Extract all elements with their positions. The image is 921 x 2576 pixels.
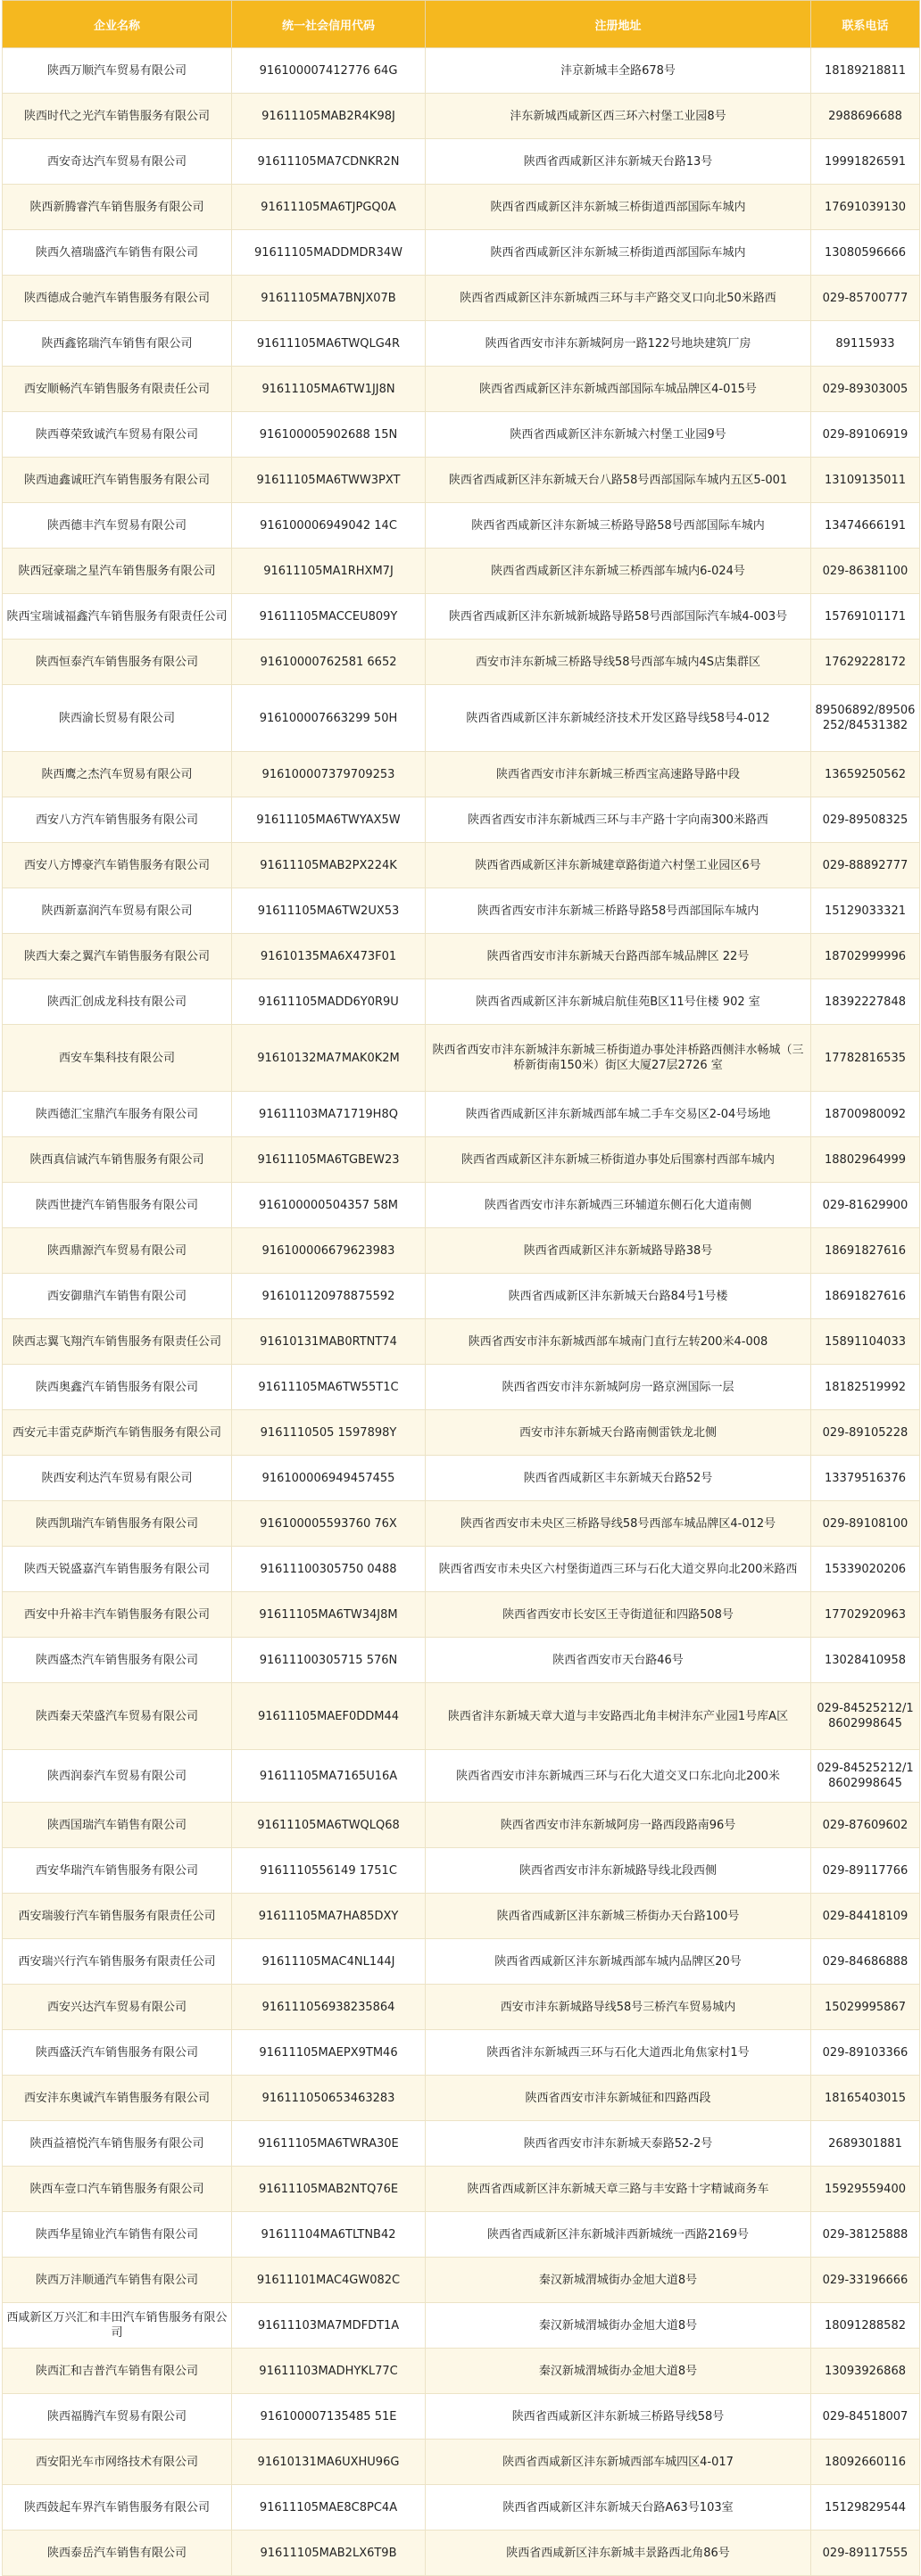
table-row [3, 797, 920, 843]
company-name-cell: 陕西鑫铭瑞汽车销售有限公司 [3, 321, 232, 367]
table-row [3, 230, 920, 276]
address-cell: 西安市沣东新城路导线58号三桥汽车贸易城内 [426, 1985, 811, 2030]
company-name-cell: 陕西汇和吉普汽车销售有限公司 [3, 2349, 232, 2394]
company-name-cell: 西安沣东奥诚汽车销售服务有限公司 [3, 2076, 232, 2121]
address-cell: 沣东新城西咸新区西三环六村堡工业园8号 [426, 94, 811, 139]
credit-code-cell: 91611105MA6TJPGQ0A [232, 185, 426, 230]
company-name-cell: 陕西盛杰汽车销售服务有限公司 [3, 1638, 232, 1683]
address-cell: 陕西省西咸新区沣东新城三桥路导线58号 [426, 2394, 811, 2440]
company-name-cell: 西安奇达汽车贸易有限公司 [3, 139, 232, 185]
company-name-cell: 陕西天锐盛嘉汽车销售服务有限公司 [3, 1547, 232, 1592]
phone-cell: 029-86381100 [811, 549, 920, 594]
credit-code-cell: 91611105MAB2PX224K [232, 843, 426, 888]
company-name-cell: 陕西鹰之杰汽车贸易有限公司 [3, 752, 232, 797]
credit-code-cell: 91611105MAE8C8PC4A [232, 2485, 426, 2531]
table-row [3, 94, 920, 139]
address-cell: 陕西省西安市沣东新城西部车城南门直行左转200米4-008 [426, 1319, 811, 1365]
header-credit-code: 统一社会信用代码 [232, 1, 426, 48]
table-row [3, 1319, 920, 1365]
phone-cell: 17782816535 [811, 1025, 920, 1092]
credit-code-cell: 916111056938235864 [232, 1985, 426, 2030]
address-cell: 秦汉新城渭城街办金旭大道8号 [426, 2349, 811, 2394]
phone-cell: 15891104033 [811, 1319, 920, 1365]
address-cell: 陕西省西安市沣东新城阿房一路京洲国际一层 [426, 1365, 811, 1410]
company-name-cell: 陕西时代之光汽车销售服务有限公司 [3, 94, 232, 139]
table-row [3, 640, 920, 685]
address-cell: 陕西省西咸新区沣东新城三桥街道办事处后围寨村西部车城内 [426, 1137, 811, 1183]
phone-cell: 029-89117555 [811, 2531, 920, 2576]
phone-cell: 13659250562 [811, 752, 920, 797]
phone-cell: 029-84686888 [811, 1939, 920, 1985]
address-cell: 陕西省西咸新区沣东新城经济技术开发区路导线58号4-012 [426, 685, 811, 752]
address-cell: 西安市沣东新城三桥路导线58号西部车城内4S店集群区 [426, 640, 811, 685]
credit-code-cell: 91611105MA6TW2UX53 [232, 888, 426, 934]
table-row [3, 1750, 920, 1803]
table-row [3, 2303, 920, 2349]
address-cell: 陕西省西咸新区沣东新城天台八路58号西部国际车城内五区5-001 [426, 458, 811, 503]
table-row [3, 549, 920, 594]
credit-code-cell: 916100007135485 51E [232, 2394, 426, 2440]
company-name-cell: 陕西车壹口汽车销售服务有限公司 [3, 2167, 232, 2212]
address-cell: 陕西省西咸新区沣东新城六村堡工业园9号 [426, 412, 811, 458]
company-name-cell: 西安瑞兴行汽车销售服务有限责任公司 [3, 1939, 232, 1985]
table-row [3, 1939, 920, 1985]
credit-code-cell: 91611105MA6TWQLQ68 [232, 1803, 426, 1848]
credit-code-cell: 916100005902688 15N [232, 412, 426, 458]
address-cell: 陕西省西咸新区沣东新城西部国际车城品牌区4-015号 [426, 367, 811, 412]
credit-code-cell: 91611105MA1RHXM7J [232, 549, 426, 594]
table-row [3, 1365, 920, 1410]
credit-code-cell: 916100007379709253 [232, 752, 426, 797]
table-row [3, 594, 920, 640]
company-name-cell: 西安瑞骏行汽车销售服务有限责任公司 [3, 1894, 232, 1939]
phone-cell: 15929559400 [811, 2167, 920, 2212]
table-row [3, 185, 920, 230]
credit-code-cell: 916111050653463283 [232, 2076, 426, 2121]
company-name-cell: 西安车集科技有限公司 [3, 1025, 232, 1092]
address-cell: 陕西省西咸新区沣东新城沣西新城统一西路2169号 [426, 2212, 811, 2258]
address-cell: 陕西省西咸新区沣东新城西三环与丰产路交叉口向北50米路西 [426, 276, 811, 321]
phone-cell: 18165403015 [811, 2076, 920, 2121]
credit-code-cell: 91611105MADDMDR34W [232, 230, 426, 276]
company-name-cell: 陕西大秦之翼汽车销售服务有限公司 [3, 934, 232, 979]
address-cell: 陕西省西咸新区沣东新城天台路84号1号楼 [426, 1274, 811, 1319]
table-row [3, 1025, 920, 1092]
company-name-cell: 陕西国瑞汽车销售有限公司 [3, 1803, 232, 1848]
credit-code-cell: 91611105MA6TWRA30E [232, 2121, 426, 2167]
phone-cell: 18189218811 [811, 48, 920, 94]
credit-code-cell: 91611105MA7CDNKR2N [232, 139, 426, 185]
table-row [3, 843, 920, 888]
company-name-cell: 陕西久禧瑞盛汽车销售有限公司 [3, 230, 232, 276]
address-cell: 陕西省西咸新区沣东新城三桥街道西部国际车城内 [426, 185, 811, 230]
table-row [3, 1274, 920, 1319]
company-name-cell: 陕西福腾汽车贸易有限公司 [3, 2394, 232, 2440]
company-name-cell: 陕西迪鑫诚旺汽车销售服务有限公司 [3, 458, 232, 503]
address-cell: 陕西省西安市沣东新城路导线北段西侧 [426, 1848, 811, 1894]
phone-cell: 029-84418109 [811, 1894, 920, 1939]
credit-code-cell: 916100000504357 58M [232, 1183, 426, 1228]
table-row [3, 412, 920, 458]
credit-code-cell: 91611103MA71719H8Q [232, 1092, 426, 1137]
credit-code-cell: 91611100305750 0488 [232, 1547, 426, 1592]
address-cell: 陕西省西咸新区沣东新城三桥西部车城内6-024号 [426, 549, 811, 594]
address-cell: 陕西省西咸新区沣东新城天台路A63号103室 [426, 2485, 811, 2531]
phone-cell: 029-84525212/18602998645 [811, 1750, 920, 1803]
phone-cell: 029-38125888 [811, 2212, 920, 2258]
company-name-cell: 陕西凯瑞汽车销售服务有限公司 [3, 1501, 232, 1547]
credit-code-cell: 91611105MAB2R4K98J [232, 94, 426, 139]
table-row [3, 934, 920, 979]
address-cell: 陕西省西咸新区沣东新城三桥街道西部国际车城内 [426, 230, 811, 276]
address-cell: 陕西省西咸新区沣东新城西部车城内品牌区20号 [426, 1939, 811, 1985]
table-row [3, 2394, 920, 2440]
credit-code-cell: 91610131MAB0RTNT74 [232, 1319, 426, 1365]
phone-cell: 029-81629900 [811, 1183, 920, 1228]
credit-code-cell: 91611105MAEF0DDM44 [232, 1683, 426, 1750]
table-row [3, 2212, 920, 2258]
table-row [3, 1501, 920, 1547]
credit-code-cell: 91611103MA7MDFDT1A [232, 2303, 426, 2349]
table-row [3, 1803, 920, 1848]
table-row [3, 979, 920, 1025]
company-table [2, 0, 920, 2576]
header-phone: 联系电话 [811, 1, 920, 48]
credit-code-cell: 916100007412776 64G [232, 48, 426, 94]
company-name-cell: 陕西华星锦业汽车销售有限公司 [3, 2212, 232, 2258]
address-cell: 陕西省西咸新区沣东新城西部车城二手车交易区2-04号场地 [426, 1092, 811, 1137]
table-row [3, 2030, 920, 2076]
company-name-cell: 陕西渝长贸易有限公司 [3, 685, 232, 752]
phone-cell: 18092660116 [811, 2440, 920, 2485]
credit-code-cell: 91610132MA7MAK0K2M [232, 1025, 426, 1092]
company-name-cell: 陕西冠豪瑞之星汽车销售服务有限公司 [3, 549, 232, 594]
address-cell: 陕西省西安市沣东新城西三环与丰产路十字向南300米路西 [426, 797, 811, 843]
address-cell: 陕西省西安市沣东新城沣东新城三桥街道办事处沣桥路西侧沣水畅城（三桥新街南150米）街区大厦27层2726 室 [426, 1025, 811, 1092]
phone-cell: 13093926868 [811, 2349, 920, 2394]
address-cell: 陕西省西咸新区沣东新城新城路导路58号西部国际汽车城4-003号 [426, 594, 811, 640]
address-cell: 陕西省西安市沣东新城三桥路导路58号西部国际车城内 [426, 888, 811, 934]
company-name-cell: 西安八方汽车销售服务有限公司 [3, 797, 232, 843]
company-name-cell: 西安中升裕丰汽车销售服务有限公司 [3, 1592, 232, 1638]
credit-code-cell: 91611105MACCEU809Y [232, 594, 426, 640]
table-row [3, 1985, 920, 2030]
phone-cell: 18802964999 [811, 1137, 920, 1183]
phone-cell: 15769101171 [811, 594, 920, 640]
address-cell: 秦汉新城渭城街办金旭大道8号 [426, 2303, 811, 2349]
phone-cell: 029-89106919 [811, 412, 920, 458]
address-cell: 陕西省西咸新区丰东新城天台路52号 [426, 1456, 811, 1501]
address-cell: 陕西省西安市沣东新城征和四路西段 [426, 2076, 811, 2121]
phone-cell: 029-89117766 [811, 1848, 920, 1894]
credit-code-cell: 91611105MA6TWQLG4R [232, 321, 426, 367]
table-row [3, 1456, 920, 1501]
credit-code-cell: 91611105MA6TWW3PXT [232, 458, 426, 503]
address-cell: 陕西省西咸新区沣东新城路导路38号 [426, 1228, 811, 1274]
company-name-cell: 陕西汇创成龙科技有限公司 [3, 979, 232, 1025]
table-row [3, 2440, 920, 2485]
table-header-row [3, 1, 920, 48]
phone-cell: 17691039130 [811, 185, 920, 230]
phone-cell: 17702920963 [811, 1592, 920, 1638]
credit-code-cell: 91611105MA6TW1JJ8N [232, 367, 426, 412]
header-address: 注册地址 [426, 1, 811, 48]
address-cell: 秦汉新城渭城街办金旭大道8号 [426, 2258, 811, 2303]
company-name-cell: 西安八方博豪汽车销售服务有限公司 [3, 843, 232, 888]
address-cell: 陕西省西咸新区沣东新城三桥路导路58号西部国际车城内 [426, 503, 811, 549]
table-row [3, 458, 920, 503]
table-row [3, 2121, 920, 2167]
address-cell: 陕西省沣东新城西三环与石化大道西北角焦家村1号 [426, 2030, 811, 2076]
phone-cell: 029-89108100 [811, 1501, 920, 1547]
company-name-cell: 陕西新腾睿汽车销售服务有限公司 [3, 185, 232, 230]
phone-cell: 18392227848 [811, 979, 920, 1025]
credit-code-cell: 91611100305715 576N [232, 1638, 426, 1683]
credit-code-cell: 9161110505 1597898Y [232, 1410, 426, 1456]
phone-cell: 029-84525212/18602998645 [811, 1683, 920, 1750]
table-row [3, 2167, 920, 2212]
table-row [3, 1894, 920, 1939]
phone-cell: 15339020206 [811, 1547, 920, 1592]
phone-cell: 18700980092 [811, 1092, 920, 1137]
credit-code-cell: 91611105MA6TWYAX5W [232, 797, 426, 843]
company-name-cell: 陕西鼓起车界汽车销售服务有限公司 [3, 2485, 232, 2531]
phone-cell: 18091288582 [811, 2303, 920, 2349]
phone-cell: 19991826591 [811, 139, 920, 185]
table-row [3, 1683, 920, 1750]
credit-code-cell: 916100006949042 14C [232, 503, 426, 549]
credit-code-cell: 916100005593760 76X [232, 1501, 426, 1547]
table-row [3, 1183, 920, 1228]
company-name-cell: 陕西新嘉润汽车贸易有限公司 [3, 888, 232, 934]
credit-code-cell: 91611105MAB2NTQ76E [232, 2167, 426, 2212]
company-name-cell: 西安顺畅汽车销售服务有限责任公司 [3, 367, 232, 412]
company-name-cell: 陕西安利达汽车贸易有限公司 [3, 1456, 232, 1501]
credit-code-cell: 91611103MADHYKL77C [232, 2349, 426, 2394]
company-name-cell: 陕西德丰汽车贸易有限公司 [3, 503, 232, 549]
credit-code-cell: 91611105MA7HA85DXY [232, 1894, 426, 1939]
table-row [3, 1547, 920, 1592]
address-cell: 陕西省西咸新区沣东新城三桥街办天台路100号 [426, 1894, 811, 1939]
company-name-cell: 西安兴达汽车贸易有限公司 [3, 1985, 232, 2030]
credit-code-cell: 91611105MAB2LX6T9B [232, 2531, 426, 2576]
table-row [3, 1638, 920, 1683]
phone-cell: 029-84518007 [811, 2394, 920, 2440]
company-name-cell: 西安华瑞汽车销售服务有限公司 [3, 1848, 232, 1894]
address-cell: 陕西省西咸新区沣东新城天台路13号 [426, 139, 811, 185]
address-cell: 陕西省西安市沣东新城三桥西宝高速路导路中段 [426, 752, 811, 797]
address-cell: 陕西省西安市沣东新城天台路西部车城品牌区 22号 [426, 934, 811, 979]
table-row [3, 1410, 920, 1456]
phone-cell: 029-89105228 [811, 1410, 920, 1456]
credit-code-cell: 91610000762581 6652 [232, 640, 426, 685]
address-cell: 陕西省西咸新区沣东新城启航佳苑B区11号住楼 902 室 [426, 979, 811, 1025]
credit-code-cell: 9161110556149 1751C [232, 1848, 426, 1894]
table-row [3, 752, 920, 797]
phone-cell: 029-88892777 [811, 843, 920, 888]
table-body [3, 48, 920, 2576]
company-name-cell: 陕西德汇宝鼎汽车服务有限公司 [3, 1092, 232, 1137]
credit-code-cell: 91611105MA6TW55T1C [232, 1365, 426, 1410]
company-name-cell: 西安御鼎汽车销售有限公司 [3, 1274, 232, 1319]
phone-cell: 18182519992 [811, 1365, 920, 1410]
credit-code-cell: 91611105MAC4NL144J [232, 1939, 426, 1985]
company-name-cell: 陕西鼎源汽车贸易有限公司 [3, 1228, 232, 1274]
phone-cell: 13080596666 [811, 230, 920, 276]
company-name-cell: 西安元丰雷克萨斯汽车销售服务有限公司 [3, 1410, 232, 1456]
table-row [3, 1228, 920, 1274]
credit-code-cell: 91611105MA6TGBEW23 [232, 1137, 426, 1183]
company-name-cell: 陕西润泰汽车贸易有限公司 [3, 1750, 232, 1803]
credit-code-cell: 916100006949457455 [232, 1456, 426, 1501]
header-company-name: 企业名称 [3, 1, 232, 48]
credit-code-cell: 91611105MA6TW34J8M [232, 1592, 426, 1638]
company-name-cell: 陕西奥鑫汽车销售服务有限公司 [3, 1365, 232, 1410]
table-row [3, 48, 920, 94]
company-name-cell: 陕西泰岳汽车销售有限公司 [3, 2531, 232, 2576]
phone-cell: 2988696688 [811, 94, 920, 139]
credit-code-cell: 91611104MA6TLTNB42 [232, 2212, 426, 2258]
table-row [3, 1092, 920, 1137]
table-row [3, 2258, 920, 2303]
table-row [3, 276, 920, 321]
address-cell: 陕西省西安市沣东新城阿房一路122号地块建筑厂房 [426, 321, 811, 367]
address-cell: 陕西省沣东新城天章大道与丰安路西北角丰树沣东产业园1号库A区 [426, 1683, 811, 1750]
phone-cell: 15029995867 [811, 1985, 920, 2030]
company-name-cell: 陕西志翼飞翔汽车销售服务有限责任公司 [3, 1319, 232, 1365]
table-row [3, 2531, 920, 2576]
table-row [3, 685, 920, 752]
table-row [3, 888, 920, 934]
credit-code-cell: 91611105MAEPX9TM46 [232, 2030, 426, 2076]
phone-cell: 13109135011 [811, 458, 920, 503]
table-row [3, 139, 920, 185]
address-cell: 沣京新城丰全路678号 [426, 48, 811, 94]
address-cell: 陕西省西咸新区沣东新城西部车城四区4-017 [426, 2440, 811, 2485]
company-name-cell: 陕西尊荣致诚汽车贸易有限公司 [3, 412, 232, 458]
table-row [3, 2349, 920, 2394]
table-row [3, 1848, 920, 1894]
company-name-cell: 陕西万沣顺通汽车销售有限公司 [3, 2258, 232, 2303]
company-name-cell: 西咸新区万兴汇和丰田汽车销售服务有限公司 [3, 2303, 232, 2349]
credit-code-cell: 916100007663299 50H [232, 685, 426, 752]
address-cell: 陕西省西安市沣东新城西三环辅道东侧石化大道南侧 [426, 1183, 811, 1228]
phone-cell: 15129829544 [811, 2485, 920, 2531]
address-cell: 陕西省西咸新区沣东新城丰景路西北角86号 [426, 2531, 811, 2576]
table-row [3, 367, 920, 412]
address-cell: 陕西省西安市天台路46号 [426, 1638, 811, 1683]
phone-cell: 029-89508325 [811, 797, 920, 843]
company-name-cell: 陕西宝瑞诚福鑫汽车销售服务有限责任公司 [3, 594, 232, 640]
phone-cell: 15129033321 [811, 888, 920, 934]
table-row [3, 503, 920, 549]
company-name-cell: 陕西盛沃汽车销售服务有限公司 [3, 2030, 232, 2076]
address-cell: 陕西省西安市未央区三桥路导线58号西部车城品牌区4-012号 [426, 1501, 811, 1547]
company-name-cell: 西安阳光车市网络技术有限公司 [3, 2440, 232, 2485]
phone-cell: 029-85700777 [811, 276, 920, 321]
table-row [3, 2485, 920, 2531]
credit-code-cell: 91611101MAC4GW082C [232, 2258, 426, 2303]
address-cell: 陕西省西安市沣东新城阿房一路西段路南96号 [426, 1803, 811, 1848]
table-row [3, 321, 920, 367]
address-cell: 陕西省西咸新区沣东新城建章路街道六村堡工业园区6号 [426, 843, 811, 888]
address-cell: 陕西省西安市沣东新城西三环与石化大道交叉口东北向北200米 [426, 1750, 811, 1803]
address-cell: 陕西省西安市沣东新城天泰路52-2号 [426, 2121, 811, 2167]
phone-cell: 029-89103366 [811, 2030, 920, 2076]
phone-cell: 18691827616 [811, 1228, 920, 1274]
address-cell: 陕西省西咸新区沣东新城天章三路与丰安路十字精诚商务车 [426, 2167, 811, 2212]
company-name-cell: 陕西世捷汽车销售服务有限公司 [3, 1183, 232, 1228]
company-name-cell: 陕西德成合驰汽车销售服务有限公司 [3, 276, 232, 321]
phone-cell: 17629228172 [811, 640, 920, 685]
phone-cell: 2689301881 [811, 2121, 920, 2167]
credit-code-cell: 91611105MADD6Y0R9U [232, 979, 426, 1025]
phone-cell: 18702999996 [811, 934, 920, 979]
credit-code-cell: 916100006679623983 [232, 1228, 426, 1274]
phone-cell: 13474666191 [811, 503, 920, 549]
table-row [3, 1592, 920, 1638]
table-row [3, 2076, 920, 2121]
phone-cell: 18691827616 [811, 1274, 920, 1319]
credit-code-cell: 91611105MA7165U16A [232, 1750, 426, 1803]
credit-code-cell: 91610135MA6X473F01 [232, 934, 426, 979]
company-name-cell: 陕西真信诚汽车销售服务有限公司 [3, 1137, 232, 1183]
credit-code-cell: 91611105MA7BNJX07B [232, 276, 426, 321]
address-cell: 西安市沣东新城天台路南侧雷铁龙北侧 [426, 1410, 811, 1456]
company-name-cell: 陕西秦天荣盛汽车贸易有限公司 [3, 1683, 232, 1750]
phone-cell: 029-87609602 [811, 1803, 920, 1848]
credit-code-cell: 916101120978875592 [232, 1274, 426, 1319]
credit-code-cell: 91610131MA6UXHU96G [232, 2440, 426, 2485]
company-name-cell: 陕西益禧悦汽车销售服务有限公司 [3, 2121, 232, 2167]
table-row [3, 1137, 920, 1183]
address-cell: 陕西省西安市未央区六村堡街道西三环与石化大道交界向北200米路西 [426, 1547, 811, 1592]
phone-cell: 89115933 [811, 321, 920, 367]
phone-cell: 13379516376 [811, 1456, 920, 1501]
company-name-cell: 陕西万顺汽车贸易有限公司 [3, 48, 232, 94]
phone-cell: 029-89303005 [811, 367, 920, 412]
phone-cell: 13028410958 [811, 1638, 920, 1683]
company-name-cell: 陕西恒泰汽车销售服务有限公司 [3, 640, 232, 685]
phone-cell: 029-33196666 [811, 2258, 920, 2303]
phone-cell: 89506892/89506252/84531382 [811, 685, 920, 752]
address-cell: 陕西省西安市长安区王寺街道征和四路508号 [426, 1592, 811, 1638]
